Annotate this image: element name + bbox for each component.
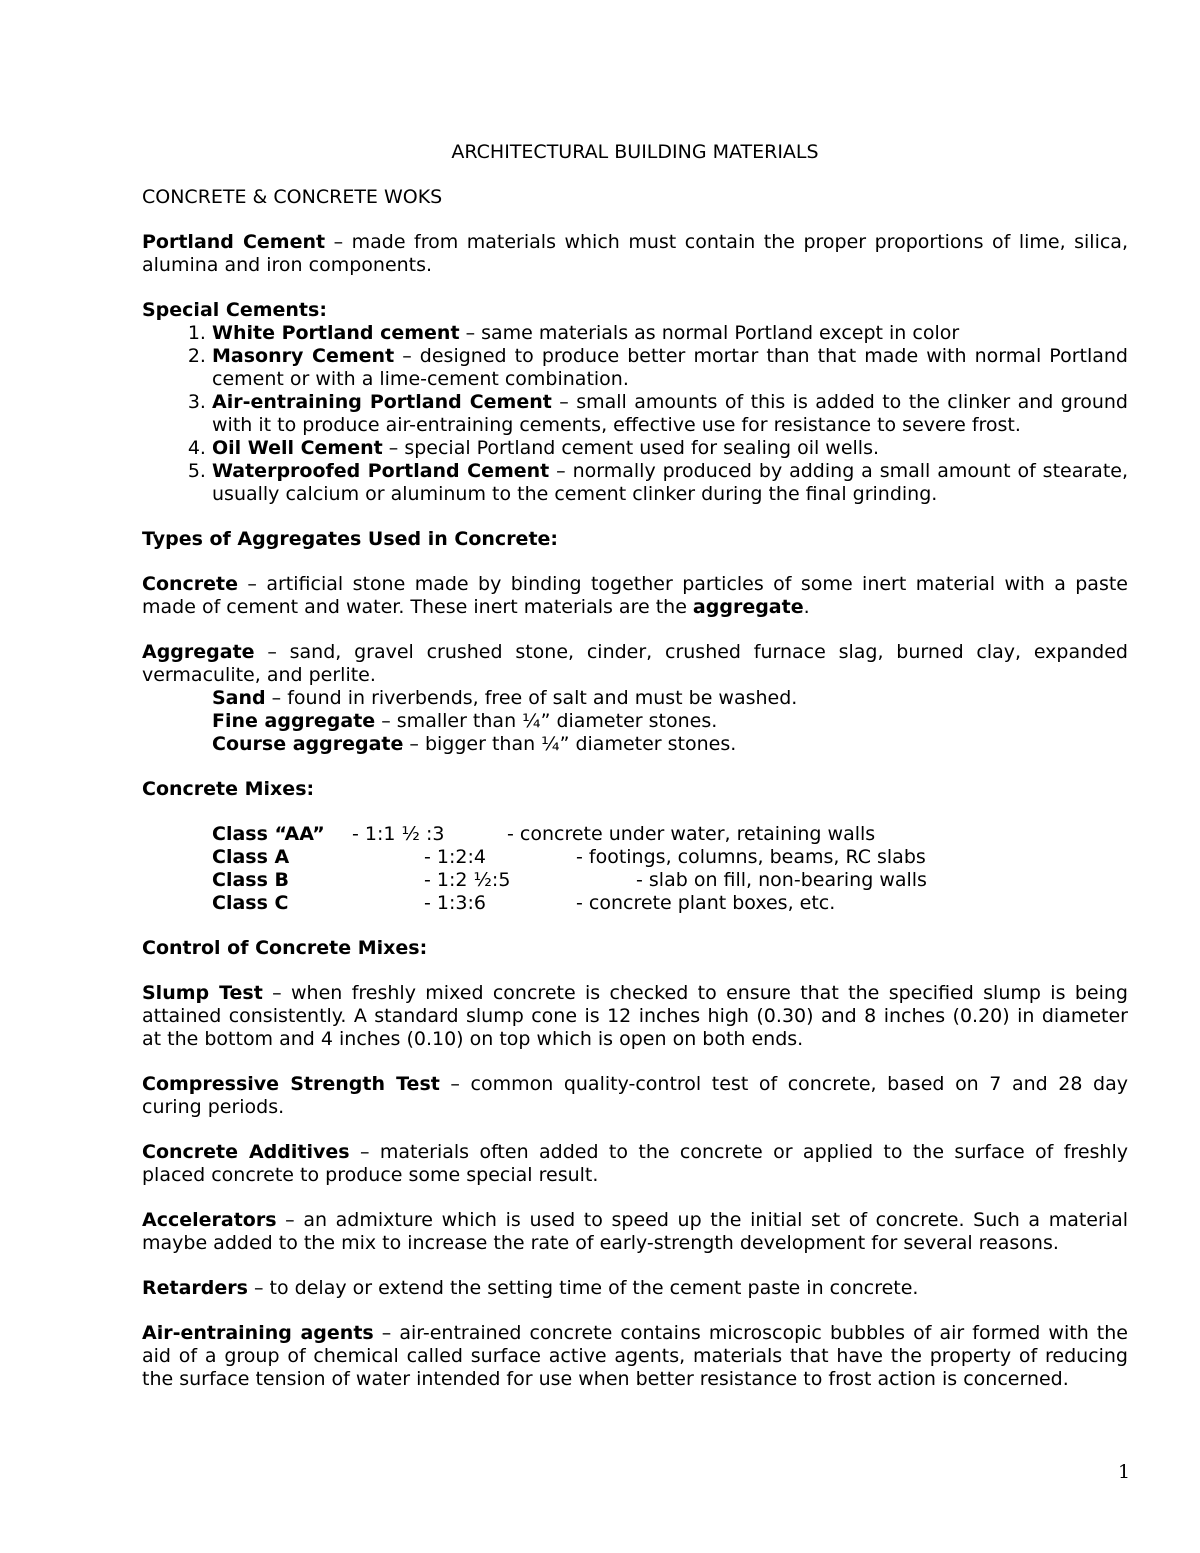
list-item <box>212 345 1128 391</box>
mix-ratio: - 1:2 ½:5 <box>424 869 511 891</box>
definition-paragraph <box>142 1141 1128 1187</box>
mix-class: Class A <box>212 846 290 868</box>
definition-paragraph <box>142 1073 1128 1119</box>
mix-row <box>142 846 1128 869</box>
list-item <box>212 391 1128 437</box>
term: Course aggregate <box>212 733 404 755</box>
mix-row <box>142 869 1128 892</box>
definition: – smaller than ¼” diameter stones. <box>375 710 718 732</box>
term: Retarders <box>142 1277 248 1299</box>
definition: – air-entrained concrete contains microscopic bubbles of air formed with the aid of a group of chemical called surface active agents, materials that have the property of reducing the surface tension of water intended for use when better resistance to frost action is concerned. <box>142 1322 1128 1390</box>
definition: – to delay or extend the setting time of the cement paste in concrete. <box>247 1277 919 1299</box>
term: Air-entraining agents <box>142 1322 374 1344</box>
mix-class: Class B <box>212 869 289 891</box>
term: Air-entraining Portland Cement <box>212 391 552 413</box>
special-cements-heading <box>142 299 1128 322</box>
section-heading: CONCRETE & CONCRETE WOKS <box>142 186 443 208</box>
definition: – same materials as normal Portland except in color <box>459 322 960 344</box>
aggregates-heading <box>142 528 1128 551</box>
definition: – made from materials which must contain the proper proportions of lime, silica, alumina and iron components. <box>142 231 1128 276</box>
term: Sand <box>212 687 266 709</box>
definition: – special Portland cement used for sealing oil wells. <box>382 437 880 459</box>
definition: – normally produced by adding a small amount of stearate, usually calcium or aluminum to the cement clinker during the final grinding. <box>212 460 1128 505</box>
definition: – when freshly mixed concrete is checked to ensure that the specified slump is being attained consistently. A standard slump cone is 12 inches high (0.30) and 8 inches (0.20) in diameter at the bottom and 4 inches (0.10) on top which is open on both ends. <box>142 982 1128 1050</box>
definition: – materials often added to the concrete or applied to the surface of freshly placed concrete to produce some special result. <box>142 1141 1128 1186</box>
mix-row <box>142 892 1128 915</box>
sub-definition <box>142 710 1128 733</box>
heading-text: Concrete Mixes: <box>142 778 315 800</box>
term: Slump Test <box>142 982 263 1004</box>
definition-paragraph <box>142 1209 1128 1255</box>
definition-paragraph <box>142 1322 1128 1391</box>
mix-row <box>142 823 1128 846</box>
portland-cement-definition <box>142 231 1128 277</box>
page-number: 1 <box>1118 1461 1131 1483</box>
document-page <box>142 141 1128 1391</box>
mix-use: - slab on fill, non-bearing walls <box>636 869 927 891</box>
list-item <box>212 460 1128 506</box>
definition-paragraph <box>142 982 1128 1051</box>
sub-definition <box>142 733 1128 756</box>
special-cements-list <box>142 322 1128 506</box>
heading-text: Types of Aggregates Used in Concrete: <box>142 528 559 550</box>
term: Aggregate <box>142 641 255 663</box>
concrete-mixes-heading <box>142 778 1128 801</box>
term: Accelerators <box>142 1209 277 1231</box>
mix-use: - concrete under water, retaining walls <box>507 823 876 845</box>
definition: – small amounts of this is added to the clinker and ground with it to produce air-entraining cements, effective use for resistance to severe frost. <box>212 391 1128 436</box>
term: Compressive Strength Test <box>142 1073 440 1095</box>
heading-text: Special Cements: <box>142 299 327 321</box>
definition: – sand, gravel crushed stone, cinder, crushed furnace slag, burned clay, expanded vermaculite, and perlite. <box>142 641 1128 686</box>
aggregate-definition <box>142 641 1128 687</box>
term: Waterproofed Portland Cement <box>212 460 550 482</box>
definition: – common quality-control test of concrete, based on 7 and 28 day curing periods. <box>142 1073 1128 1118</box>
definition-paragraph <box>142 1277 1128 1300</box>
definition: – artificial stone made by binding together particles of some inert material with a paste made of cement and water. These inert materials are the <box>142 573 1128 618</box>
term-aggregate: aggregate <box>692 596 804 618</box>
control-heading <box>142 937 1128 960</box>
mix-use: - footings, columns, beams, RC slabs <box>576 846 926 868</box>
definition: – found in riverbends, free of salt and must be washed. <box>265 687 798 709</box>
definition: – designed to produce better mortar than that made with normal Portland cement or with a lime-cement combination. <box>212 345 1128 390</box>
mix-ratio: - 1:1 ½ :3 <box>352 823 445 845</box>
definition: – bigger than ¼” diameter stones. <box>403 733 737 755</box>
term: Oil Well Cement <box>212 437 383 459</box>
list-item <box>212 437 1128 460</box>
mix-use: - concrete plant boxes, etc. <box>576 892 836 914</box>
list-item <box>212 322 1128 345</box>
term: Concrete <box>142 573 239 595</box>
mix-ratio: - 1:2:4 <box>424 846 486 868</box>
mix-ratio: - 1:3:6 <box>424 892 486 914</box>
term: Portland Cement <box>142 231 326 253</box>
term: Fine aggregate <box>212 710 376 732</box>
term: Concrete Additives <box>142 1141 350 1163</box>
period: . <box>803 596 810 618</box>
mix-class: Class “AA” <box>212 823 325 845</box>
sub-definition <box>142 687 1128 710</box>
term: White Portland cement <box>212 322 460 344</box>
term: Masonry Cement <box>212 345 395 367</box>
mix-class: Class C <box>212 892 289 914</box>
heading-text: Control of Concrete Mixes: <box>142 937 428 959</box>
document-title: ARCHITECTURAL BUILDING MATERIALS <box>451 141 819 163</box>
definition: – an admixture which is used to speed up the initial set of concrete. Such a material maybe added to the mix to increase the rate of early-strength development for several reasons. <box>142 1209 1128 1254</box>
concrete-definition <box>142 573 1128 619</box>
